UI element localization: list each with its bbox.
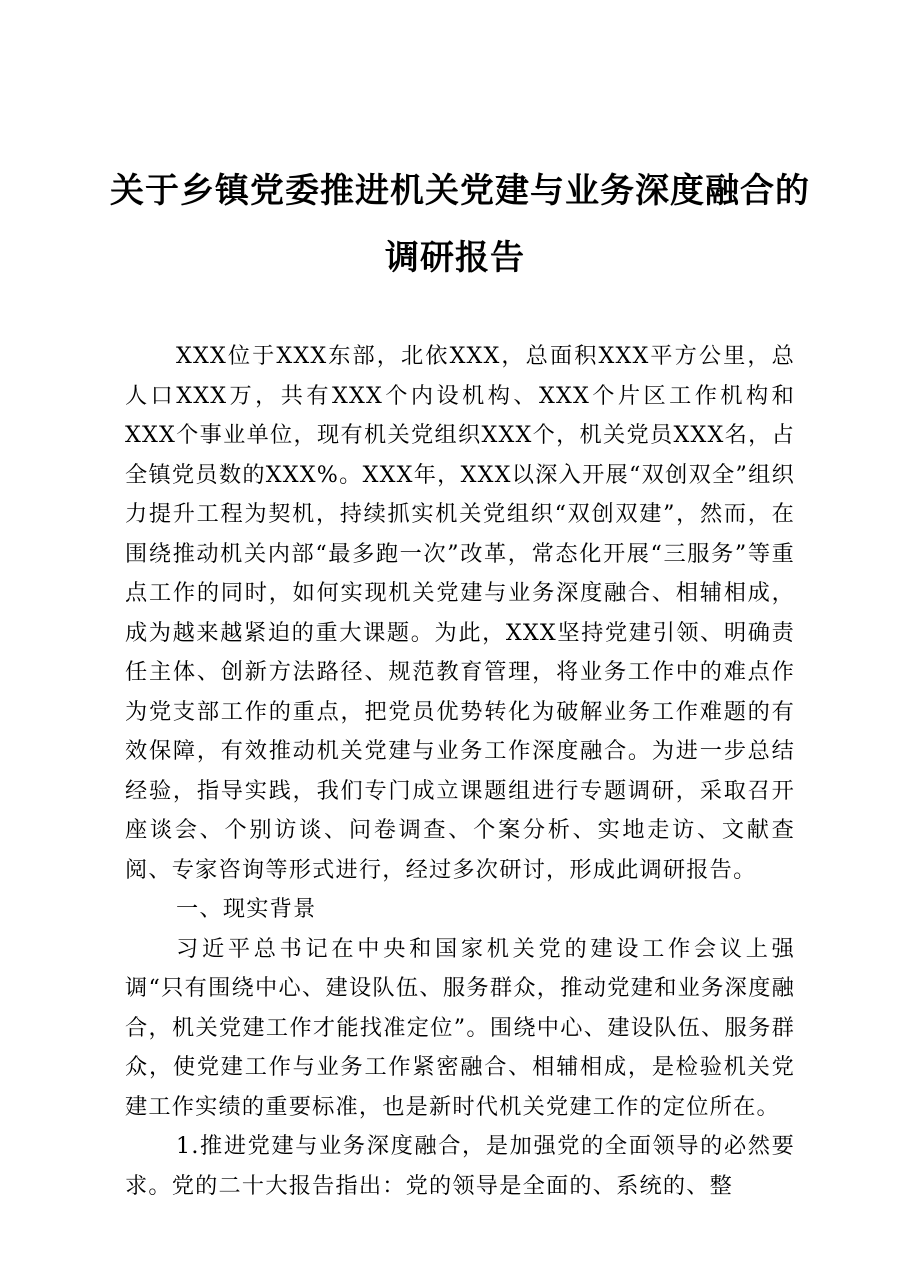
background-paragraph: 习近平总书记在中央和国家机关党的建设工作会议上强调“只有围绕中心、建设队伍、服务群众，推动党建和业务深度融合，机关党建工作才能找准定位”。围绕中心、建设队伍、服务群众，使党建工作与业务工作紧密融合、相辅相成，是检验机关党建工作实绩的重要标准，也是新时代机关党建工作的定位所在。 [125,935,795,1120]
document-title-line-2: 调研报告 [385,238,525,278]
intro-paragraph: XXX位于XXX东部，北依XXX，总面积XXX平方公里，总人口XXX万，共有XXX个内设机构、XXX个片区工作机构和XXX个事业单位，现有机关党组织XXX个，机关党员XXX名，占全镇党员数的XXX%。XXX年，XXX以深入开展“双创双全”组织力提升工程为契机，持续抓实机关党组织“双创双建”，然而，在围绕推动机关内部“最多跑一次”改革，常态化开展“三服务”等重点工作的同时，如何实现机关党建与业务深度融合、相辅相成，成为越来越紧迫的重大课题。为此，XXX坚持党建引领、明确责任主体、创新方法路径、规范教育管理，将业务工作中的难点作为党支部工作的重点，把党员优势转化为破解业务工作难题的有效保障，有效推动机关党建与业务工作深度融合。为进一步总结经验，指导实践，我们专门成立课题组进行专题调研，采取召开座谈会、个别访谈、问卷调查、个案分析、实地走访、文献查阅、专家咨询等形式进行，经过多次研讨，形成此调研报告。 [125,343,795,883]
document-title-line-1: 关于乡镇党委推进机关党建与业务深度融合的 [110,171,810,211]
document-body [125,337,795,1206]
section-heading: 一、现实背景 [176,896,317,922]
point-paragraph: 1.推进党建与业务深度融合，是加强党的全面领导的必然要求。党的二十大报告指出：党的领导是全面的、系统的、整 [125,1133,795,1199]
